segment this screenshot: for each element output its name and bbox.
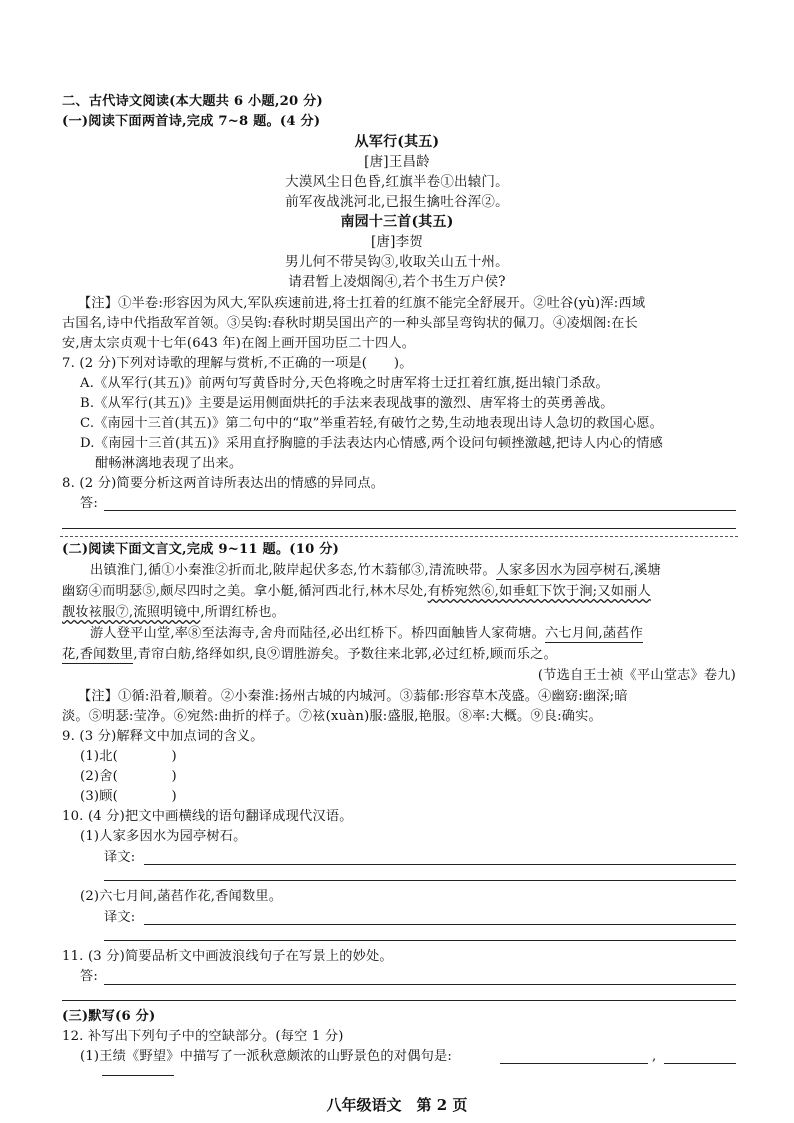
q10-translation1-line-2[interactable] (104, 880, 736, 881)
passage-text: ②折而北,陂岸起伏多态,竹木蓊郁③,清流映带。 (214, 563, 496, 578)
q9-item1[interactable]: (1)北( ) (80, 749, 177, 764)
notes2-line1: 【注】①循:沿着,顺着。②小秦淮:扬州古城的内城河。③蓊郁:形容草木茂盛。④幽窈:幽深;暗 (78, 689, 628, 704)
q7-stem: 7. (2 分)下列对诗歌的理解与赏析,不正确的一项是( )。 (62, 356, 413, 371)
passage-p1-line2 (62, 583, 651, 601)
q12-blank-2[interactable] (664, 1063, 736, 1064)
q10-translation2-line[interactable] (144, 924, 736, 925)
page-footer: 八年级语文 第 2 页 (326, 1096, 468, 1114)
poem1-line2: 前军夜战洮河北,已报生擒吐谷浑②。 (285, 194, 509, 210)
passage-text: ,所谓红桥也。 (200, 605, 285, 620)
poem1-author: [唐]王昌龄 (364, 154, 430, 170)
q9-stem: 9. (3 分)解释文中加点词的含义。 (62, 729, 264, 744)
underlined-sentence: 花,香闻数里 (62, 647, 134, 662)
q10-translation2-line-2[interactable] (104, 940, 736, 941)
passage-source: (节选自王士祯《平山堂志》卷九) (537, 668, 736, 683)
q10-sentence2: (2)六七月间,菡萏作花,香闻数里。 (80, 889, 283, 904)
passage-p1-line1 (90, 562, 661, 580)
underlined-sentence: 六七月间,菡萏作 (544, 626, 644, 641)
q8-answer-line-2[interactable] (62, 528, 736, 529)
poem2-line1: 男儿何不带吴钩③,收取关山五十州。 (285, 254, 509, 270)
wavy-underlined-sentence: 有桥宛然⑥,如垂虹下饮于涧;又如丽人 (427, 584, 651, 599)
q8-answer-line[interactable] (104, 510, 736, 511)
q12-blank-2-cont[interactable] (102, 1075, 174, 1076)
poem2-line2: 请君暂上凌烟阁④,若个书生万户侯? (288, 274, 506, 290)
section-heading: 二、古代诗文阅读(本大题共 6 小题,20 分) (62, 94, 323, 109)
q12-blank-1[interactable] (500, 1063, 648, 1064)
wavy-underlined-sentence: 靓妆袨服⑦,流照明镜中 (62, 605, 201, 620)
q11-stem: 11. (3 分)简要品析文中画波浪线句子在写景上的妙处。 (62, 949, 393, 964)
passage-p2-line1 (90, 625, 643, 643)
q10-translation1-label: 译文: (104, 850, 136, 865)
passage-p2-line2 (62, 646, 557, 664)
notes1-line1: 【注】①半卷:形容因为风大,军队疾速前进,将士扛着的红旗不能完全舒展开。②吐谷(yù)浑:西域 (78, 296, 646, 311)
q11-answer-label: 答: (80, 969, 99, 984)
passage-text: 游人登平山堂,率⑧至法海寺,舍舟而陆径,必出红桥下。桥四面触皆人家荷塘。 (90, 626, 545, 641)
q10-stem: 10. (4 分)把文中画横线的语句翻译成现代汉语。 (62, 809, 353, 824)
q10-sentence1: (1)人家多因水为园亭树石。 (80, 829, 247, 844)
q8-answer-label: 答: (80, 496, 99, 511)
q11-answer-line[interactable] (104, 984, 736, 985)
passage-text: ①小秦淮 (161, 563, 215, 578)
section-divider (60, 536, 738, 537)
q12-item1: (1)王绩《野望》中描写了一派秋意颇浓的山野景色的对偶句是: (80, 1049, 452, 1064)
q12-comma: , (652, 1049, 657, 1064)
q11-answer-line-2[interactable] (62, 1000, 736, 1001)
passage-text: ,青帘白舫,络绎如织,良⑨谓胜游矣。予数往来北郭,必过红桥,顾而乐之。 (133, 647, 557, 662)
passage-text: 出镇淮门,循 (90, 563, 162, 578)
q9-item3[interactable]: (3)顾( ) (80, 789, 177, 804)
notes1-line3: 安,唐太宗贞观十七年(643 年)在阁上画开国功臣二十四人。 (62, 336, 416, 351)
q10-translation1-line[interactable] (144, 864, 736, 865)
poem1-line1: 大漠风尘日色昏,红旗半卷①出辕门。 (285, 174, 509, 190)
q8-stem: 8. (2 分)简要分析这两首诗所表达出的情感的异同点。 (62, 476, 385, 491)
part1-intro: (一)阅读下面两首诗,完成 7~8 题。(4 分) (62, 114, 321, 129)
underlined-sentence: 人家多因水为园亭树石 (495, 563, 630, 578)
q12-stem: 12. 补写出下列句子中的空缺部分。(每空 1 分) (62, 1029, 344, 1044)
q7-option-d-cont: 酣畅淋漓地表现了出来。 (95, 456, 243, 471)
passage-text: ,溪塘 (629, 563, 661, 578)
q7-option-a: A.《从军行(其五)》前两句写黄昏时分,天色将晚之时唐军将士迂扛着红旗,挺出辕门杀敌。 (80, 376, 609, 391)
q10-translation2-label: 译文: (104, 910, 136, 925)
part2-intro: (二)阅读下面文言文,完成 9~11 题。(10 分) (62, 542, 340, 557)
poem2-title: 南园十三首(其五) (340, 214, 454, 230)
q9-item2[interactable]: (2)舍( ) (80, 769, 177, 784)
notes1-line2: 古国名,诗中代指敌军首领。③吴钩:春秋时期吴国出产的一种头部呈弯钩状的佩刀。④凌烟阁:在长 (62, 316, 638, 331)
part3-intro: (三)默写(6 分) (62, 1009, 156, 1024)
poem2-author: [唐]李贺 (370, 234, 424, 250)
passage-p1-line3 (62, 604, 285, 622)
notes2-line2: 淡。⑤明瑟:莹净。⑥宛然:曲折的样子。⑦袨(xuàn)服:盛服,艳服。⑧率:大概。⑨良:确实。 (62, 709, 602, 724)
q7-option-c: C.《南园十三首(其五)》第二句中的“取”举重若轻,有破竹之势,生动地表现出诗人急切的救国心愿。 (80, 416, 664, 431)
q7-option-b: B.《从军行(其五)》主要是运用侧面烘托的手法来表现战事的激烈、唐军将士的英勇善战。 (80, 396, 614, 411)
q7-option-d: D.《南园十三首(其五)》采用直抒胸臆的手法表达内心情感,两个设问句顿挫激越,把诗人内心的情感 (80, 436, 664, 451)
passage-text: 幽窈④而明瑟⑤,颇尽四时之美。拿小艇,循河西北行,林木尽处, (62, 584, 428, 599)
poem1-title: 从军行(其五) (354, 134, 440, 150)
